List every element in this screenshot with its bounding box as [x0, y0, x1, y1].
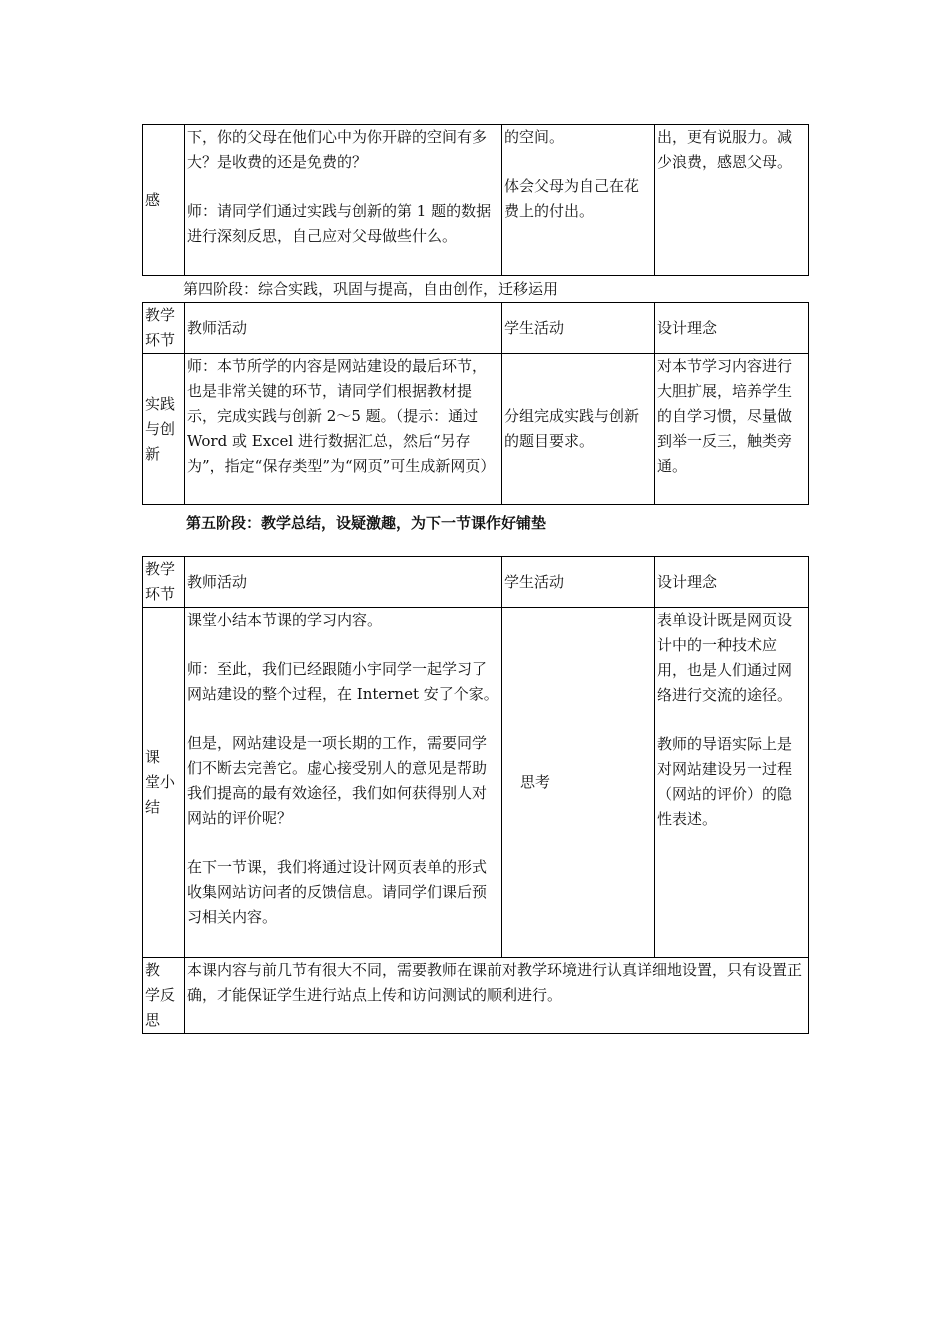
cell-student-activity: 分组完成实践与创新的题目要求。 — [502, 354, 655, 505]
table-stage4 — [142, 302, 809, 505]
cell-student-activity: 思考 — [502, 608, 655, 958]
cell-teacher-activity: 课堂小结本节课的学习内容。 师：至此，我们已经跟随小宇同学一起学习了网站建设的整个过程，在 Internet 安了个家。 但是，网站建设是一项长期的工作，需要同学们不断去完善它。虚心接受别人的意见是帮助我们提高的最有效途径，我们如何获得别人对网站的评价呢？ 在下一节课，我们将通过设计网页表单的形式收集网站访问者的反馈信息。请同学们课后预习相关内容。 — [185, 608, 502, 958]
header-design-concept: 设计理念 — [655, 557, 809, 608]
header-teacher-activity: 教师活动 — [185, 557, 502, 608]
header-student-activity: 学生活动 — [502, 557, 655, 608]
cell-section: 感 — [143, 125, 185, 276]
table-header-row — [143, 303, 809, 354]
header-design-concept: 设计理念 — [655, 303, 809, 354]
cell-design-concept: 表单设计既是网页设计中的一种技术应用，也是人们通过网络进行交流的途径。 教师的导语实际上是对网站建设另一过程（网站的评价）的隐性表述。 — [655, 608, 809, 958]
stage4-heading: 第四阶段：综合实践，巩固与提高，自由创作，迁移运用 — [183, 280, 559, 298]
table-stage5 — [142, 556, 809, 1034]
table-row — [143, 608, 809, 958]
cell-reflection: 本课内容与前几节有很大不同，需要教师在课前对教学环境进行认真详细地设置，只有设置正确，才能保证学生进行站点上传和访问测试的顺利进行。 — [185, 958, 809, 1034]
cell-section: 实践与创新 — [143, 354, 185, 505]
cell-section: 教 学反思 — [143, 958, 185, 1034]
table-header-row — [143, 557, 809, 608]
cell-teacher-activity: 师：本节所学的内容是网站建设的最后环节，也是非常关键的环节，请同学们根据教材提示，完成实践与创新 2～5 题。（提示：通过 Word 或 Excel 进行数据汇总，然后“另存为”，指定“保存类型”为“网页”可生成新网页） — [185, 354, 502, 505]
header-teacher-activity: 教师活动 — [185, 303, 502, 354]
stage5-heading: 第五阶段：教学总结，设疑激趣，为下一节课作好铺垫 — [186, 514, 547, 532]
table-continuation — [142, 124, 809, 276]
header-student-activity: 学生活动 — [502, 303, 655, 354]
table-row — [143, 354, 809, 505]
table-row — [143, 125, 809, 276]
cell-section: 课 堂小结 — [143, 608, 185, 958]
table-row — [143, 958, 809, 1034]
cell-design-concept: 出，更有说服力。减少浪费，感恩父母。 — [655, 125, 809, 276]
header-section: 教学环节 — [143, 557, 185, 608]
cell-design-concept: 对本节学习内容进行大胆扩展，培养学生的自学习惯，尽量做到举一反三，触类旁通。 — [655, 354, 809, 505]
header-section: 教学环节 — [143, 303, 185, 354]
cell-student-activity: 的空间。 体会父母为自己在花费上的付出。 — [502, 125, 655, 276]
cell-teacher-activity: 下，你的父母在他们心中为你开辟的空间有多大？是收费的还是免费的？ 师：请同学们通过实践与创新的第 1 题的数据进行深刻反思，自己应对父母做些什么。 — [185, 125, 502, 276]
